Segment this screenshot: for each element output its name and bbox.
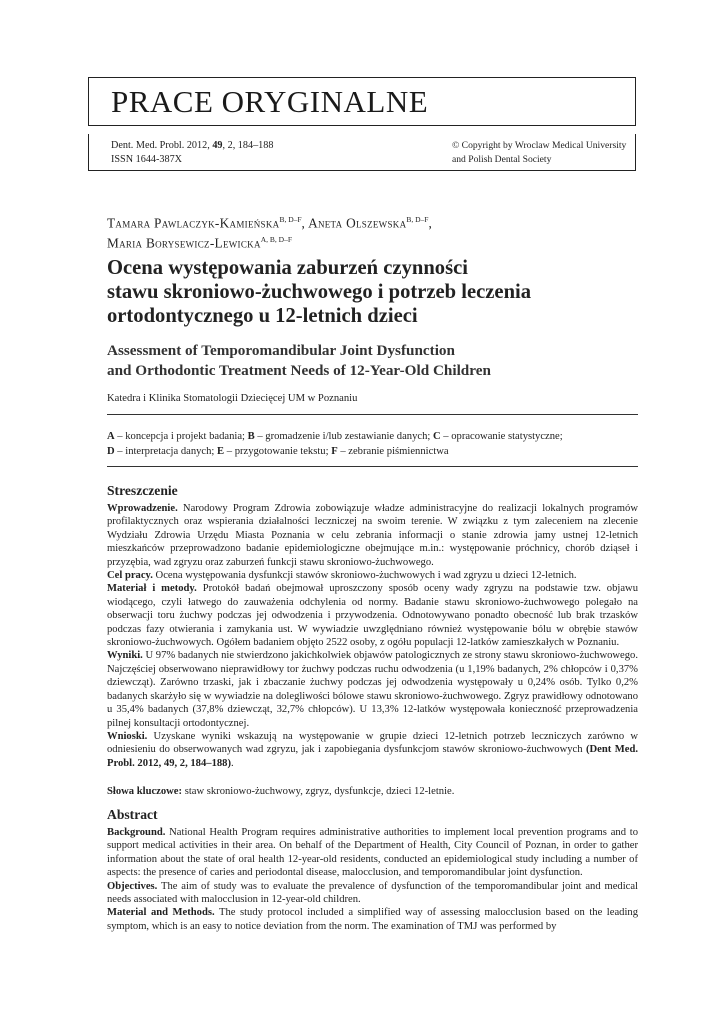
author-separator: , xyxy=(428,215,433,231)
section-banner-title: PRACE ORYGINALNE xyxy=(111,84,429,119)
article-title-english xyxy=(107,341,637,380)
paragraph-label: Background. xyxy=(107,827,166,838)
streszczenie-heading: Streszczenie xyxy=(107,483,178,498)
paragraph-label: Wyniki. xyxy=(107,650,143,662)
contribution-text: – gromadzenie i/lub zestawianie danych; xyxy=(254,431,433,442)
contribution-text: – koncepcja i projekt badania; xyxy=(114,431,248,442)
abstract-paragraph xyxy=(107,730,638,770)
contribution-letter: A xyxy=(107,431,115,442)
paragraph-label: Cel pracy. xyxy=(107,570,153,582)
title-en-line: and Orthodontic Treatment Needs of 12-Year-Old Children xyxy=(107,361,491,379)
title-pl-line: stawu skroniowo-żuchwowego i potrzeb leczenia xyxy=(107,281,532,303)
paragraph-text: U 97% badanych nie stwierdzono jakichkolwiek objawów patologicznych ze strony stawu skroniowo-żuchwowego. Najczęściej obserwowano nieprawidłowy tor żuchwy podczas ruchu odwodzenia (u 1,19% badanych, 2% chłopców i 0,37% dziewcząt). Zarówno trzaski, jak i zbaczanie żuchwy podczas jej odwodzenia występowały u 0,24% osób. Tylko 0,2% badanych skarżyło się w wywiadzie na dolegliwości bólowe stawu skroniowo-żuchwowego. Zgryz prawidłowy odnotowano u 35,4% badanych (37,8% dziewcząt, 32,7% chłopców). U 13,3% 12-latków występowała konieczność przeprowadzenia pilnej konsultacji ortodontycznej. xyxy=(107,650,638,729)
citation-block xyxy=(111,139,273,166)
contribution-text: – zebranie piśmiennictwa xyxy=(337,445,449,457)
citation-volume: 49 xyxy=(212,140,223,151)
abstract-paragraph xyxy=(107,826,638,880)
abstract-paragraph xyxy=(107,502,638,569)
streszczenie-body xyxy=(107,502,638,770)
paragraph-text: Uzyskane wyniki wskazują na występowanie w grupie dzieci 12-letnich potrzeb leczniczych zarówno w odniesieniu do obserwowanych wad zgryzu, jak i zapobiegania dysfunkcjom stawów skroniowo-żuchwowych xyxy=(107,730,638,756)
author-list xyxy=(107,211,627,252)
abstract-paragraph xyxy=(107,880,638,907)
abstract-paragraph xyxy=(107,582,638,649)
paragraph-label: Materiał i metody. xyxy=(107,583,197,595)
citation-suffix: , 2, 184–188 xyxy=(222,140,274,151)
paragraph-end: . xyxy=(231,757,234,769)
contribution-letter: C xyxy=(432,431,441,442)
paragraph-label: Material and Methods. xyxy=(107,907,215,919)
affiliation: Katedra i Klinika Stomatologii Dziecięcej UM w Poznaniu xyxy=(107,393,358,404)
contribution-text: – przygotowanie tekstu; xyxy=(224,445,332,457)
citation-prefix: Dent. Med. Probl. 2012, xyxy=(111,140,213,151)
title-en-line: Assessment of Temporomandibular Joint Dysfunction xyxy=(107,342,455,359)
author-separator: , xyxy=(301,215,309,231)
copyright-block xyxy=(452,139,626,166)
article-title-polish xyxy=(107,256,637,328)
abstract-heading: Abstract xyxy=(107,807,158,822)
abstract-body xyxy=(107,826,638,933)
copyright-line-2: and Polish Dental Society xyxy=(452,153,552,165)
author-name: Tamara Pawlaczyk-Kamieńska xyxy=(107,215,280,231)
paragraph-text: Ocena występowania dysfunkcji stawów skroniowo-żuchwowych i wad zgryzu u dzieci 12-letnich. xyxy=(152,570,577,582)
paragraph-text: Protokół badań obejmował uproszczony sposób oceny wady zgryzu na podstawie tzw. objawu wiodącego, czyli łatwego do zauważenia odchylenia od normy. Badanie stawu skroniowo-żuchwowego polegało na obserwacji toru żuchwy podczas jej odwodzenia i przywodzenia. Odnotowywano ponadto obecność lub brak trzasków podczas fazy otwierania i zamykania ust. W wywiadzie uwzględniano również występowanie bólu w obrębie stawów skroniowo-żuchwowych. Ogółem badaniem objęto 2522 osoby, z ogółu populacji 12-latków zamieszkałych w Poznaniu. xyxy=(107,583,638,649)
divider xyxy=(107,466,638,467)
paragraph-label: Objectives. xyxy=(107,880,158,892)
keywords-text: staw skroniowo-żuchwowy, zgryz, dysfunkcje, dzieci 12-letnie. xyxy=(182,786,455,797)
paragraph-text: Narodowy Program Zdrowia zobowiązuje władze administracyjne do realizacji lokalnych programów profilaktycznych oraz wspierania działalności leczniczej na swoim terenie. W związku z tym zaleceniem na zlecenie Wydziału Zdrowia Urzędu Miasta Poznania w celu zebrania informacji o stanie zdrowia jamy ustnej 12-letnich mieszkańców przeprowadzono badanie epidemiologiczne obejmujące m.in.: występowanie próchnicy, chorób dziąseł i przyzębia, wad zgryzu oraz zaburzeń funkcji stawu skroniowo-żuchwowego. xyxy=(107,503,638,568)
contribution-letter: B xyxy=(247,431,255,442)
paragraph-text: The study protocol included a simplified way of assessing malocclusion based on the leading symptom, which is an easy to notice deviation from the norm. The examination of TMJ was performed by xyxy=(107,907,638,932)
journal-meta-box xyxy=(88,134,636,171)
contribution-letter: E xyxy=(217,445,225,457)
contribution-text: – interpretacja danych; xyxy=(114,445,218,457)
title-pl-line: Ocena występowania zaburzeń czynności xyxy=(107,257,468,279)
journal-citation xyxy=(111,139,273,153)
title-pl-line: ortodontycznego u 12-letnich dzieci xyxy=(107,305,418,327)
contribution-letter: F xyxy=(331,445,338,457)
author-name: Maria Borysewicz-Lewicka xyxy=(107,235,261,251)
author-roles: B, D–F xyxy=(406,215,429,224)
contribution-text: – opracowanie statystyczne; xyxy=(440,431,563,442)
contribution-letter: D xyxy=(107,445,115,457)
issn: ISSN 1644-387X xyxy=(111,153,183,165)
abstract-paragraph xyxy=(107,906,638,933)
author-roles: B, D–F xyxy=(279,215,302,224)
journal-citation-inline: (Dent Med. Probl. 2012, 49, 2, 184–188) xyxy=(107,744,638,769)
author-roles: A, B, D–F xyxy=(260,235,293,245)
divider xyxy=(107,414,638,415)
keywords-label: Słowa kluczowe: xyxy=(107,786,183,797)
abstract-paragraph xyxy=(107,569,638,582)
keywords xyxy=(107,786,638,797)
abstract-paragraph xyxy=(107,649,638,729)
paragraph-text: National Health Program requires administrative authorities to implement local prevention programs and to support medical activities in their area. On behalf of the Department of Health, City Council of Poznan, in order to gather information about the state of oral health 12-year-old residents, conducted an epidemiological study including a number of aspects: the presence of caries and periodontal disease, malocclusion, and temporomandibular joint dysfunction. xyxy=(107,827,638,879)
paragraph-label: Wprowadzenie. xyxy=(107,503,178,514)
section-banner xyxy=(88,77,636,126)
paragraph-label: Wnioski. xyxy=(107,730,148,742)
contribution-legend xyxy=(107,430,638,459)
paragraph-text: The aim of study was to evaluate the prevalence of dysfunction of the temporomandibular joint and medical needs associated with malocclusion in 12-year-old children. xyxy=(107,880,638,906)
copyright-line-1: © Copyright by Wroclaw Medical University xyxy=(452,140,627,151)
author-name: Aneta Olszewska xyxy=(308,215,407,231)
